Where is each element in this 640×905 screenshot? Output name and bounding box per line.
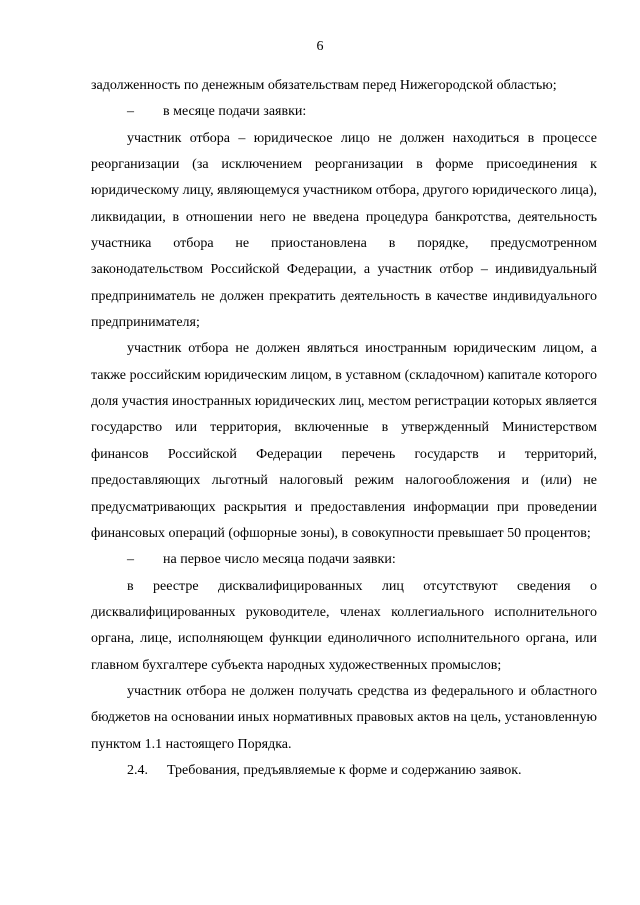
section-text: Требования, предъявляемые к форме и содержанию заявок. [167,762,522,778]
paragraph: участник отбора не должен получать средства из федерального и областного бюджетов на основании иных нормативных правовых актов на цель, установленную пунктом 1.1 настоящего Порядка. [91,683,597,752]
paragraph: участник отбора – юридическое лицо не должен находиться в процессе реорганизации (за исключением реорганизации в форме присоединения к юридическому лицу, являющемуся участником отбора, другого юридического лица), ликвидации, в отношении него не введена процедура банкротства, деятельность участника отбора не приостановлена в порядке, предусмотренном законодательством Российской Федерации, а участник отбор – индивидуальный предприниматель не должен прекратить деятельность в качестве индивидуального предпринимателя; [91,130,597,331]
paragraph: участник отбора не должен являться иностранным юридическим лицом, а также российским юридическим лицом, в уставном (складочном) капитале которого доля участия иностранных юридических лиц, местом регистрации которых является государство или территория, включенные в утвержденный Министерством финансов Российской Федерации перечень государств и территорий, предоставляющих льготный налоговый режим налогообложения и (или) не предусматривающих раскрытия и предоставления информации при проведении финансовых операций (офшорные зоны), в совокупности превышает 50 процентов; [91,341,597,541]
document-body [91,73,597,784]
dash-mark: – [127,104,134,120]
paragraph: задолженность по денежным обязательствам перед Нижегородской областью; [91,78,557,93]
dash-item [91,99,597,125]
page-number: 6 [316,39,324,54]
section-number: 2.4. [127,762,148,778]
dash-item-text: в месяце подачи заявки: [163,104,307,120]
dash-item-text: на первое число месяца подачи заявки: [163,552,396,568]
section-heading [91,758,597,784]
dash-mark: – [127,552,134,568]
paragraph: в реестре дисквалифицированных лиц отсутствуют сведения о дисквалифицированных руководителе, членах коллегиального исполнительного органа, лице, исполняющем функции единоличного исполнительного органа, или главном бухгалтере субъекта народных художественных промыслов; [91,578,597,673]
dash-item [91,547,597,573]
